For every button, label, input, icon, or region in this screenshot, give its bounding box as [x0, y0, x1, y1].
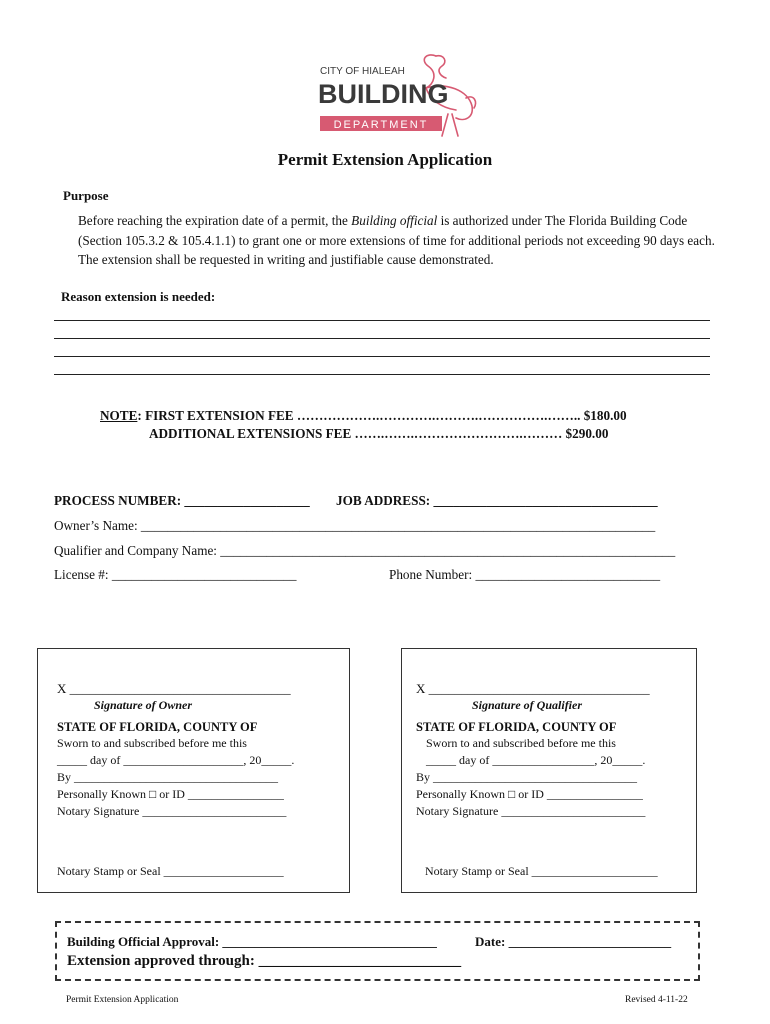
building-department-logo [318, 48, 483, 138]
owner-notary-signature[interactable]: Notary Signature ________________________ [57, 804, 287, 818]
fee-note-additional: ADDITIONAL EXTENSIONS FEE …….…….…………………….……… $290.00 [149, 426, 609, 441]
owner-known-line[interactable]: Personally Known □ or ID ________________ [57, 787, 284, 801]
qualifier-by-line[interactable]: By __________________________________ [416, 770, 638, 784]
logo-building-text: BUILDING [318, 79, 449, 109]
qualifier-notary-stamp[interactable]: Notary Stamp or Seal _____________________ [425, 864, 658, 878]
reason-line-2[interactable] [54, 338, 710, 339]
owner-state-heading: STATE OF FLORIDA, COUNTY OF [57, 720, 258, 734]
extension-approved-through-line[interactable]: Extension approved through: ___________________________ [67, 953, 462, 969]
purpose-text-italic: Building official [351, 213, 438, 228]
owner-sworn-text: Sworn to and subscribed before me this [57, 736, 247, 750]
purpose-text-end: is authorized under The Florida Building Code (Section 105.3.2 & 105.4.1.1) to grant one or more extensions of time for additional periods not exceeding 90 days each. The extension shall be requested in writing and justifiable cause demonstrated. [78, 213, 715, 267]
qualifier-notary-box [401, 648, 697, 893]
reason-line-3[interactable] [54, 356, 710, 357]
qualifier-day-line[interactable]: _____ day of _________________, 20_____. [426, 753, 646, 767]
reason-heading: Reason extension is needed: [61, 289, 216, 304]
qualifier-signature-line[interactable]: X __________________________________ [416, 681, 650, 696]
purpose-text-start: Before reaching the expiration date of a permit, the [78, 213, 352, 228]
reason-line-4[interactable] [54, 374, 710, 375]
official-approval-line[interactable]: Building Official Approval: _________________________________ [67, 934, 437, 949]
fee-note-first [100, 408, 627, 424]
phone-number-field[interactable]: Phone Number: ____________________________ [389, 567, 661, 582]
owner-notary-box [37, 648, 350, 893]
flamingo-icon [318, 48, 483, 138]
qualifier-notary-signature[interactable]: Notary Signature ________________________ [416, 804, 646, 818]
owner-signature-line[interactable]: X __________________________________ [57, 681, 291, 696]
qualifier-known-line[interactable]: Personally Known □ or ID ________________ [416, 787, 643, 801]
owner-name-field[interactable]: Owner’s Name: ______________________________________________________________________________ [54, 518, 656, 533]
approval-date-line[interactable]: Date: _________________________ [475, 934, 672, 949]
qualifier-signature-label: Signature of Qualifier [472, 698, 583, 712]
qualifier-state-heading: STATE OF FLORIDA, COUNTY OF [416, 720, 617, 734]
purpose-paragraph [78, 211, 728, 270]
qualifier-company-field[interactable]: Qualifier and Company Name: _____________________________________________________________________ [54, 543, 676, 558]
purpose-heading: Purpose [63, 188, 109, 203]
first-fee-text: : FIRST EXTENSION FEE ……………….………….……….…………….…….. $180.00 [137, 408, 627, 423]
process-number-field[interactable]: PROCESS NUMBER: ___________________ [54, 493, 310, 508]
official-approval-box [55, 921, 700, 981]
footer-document-name: Permit Extension Application [66, 995, 179, 1005]
job-address-field[interactable]: JOB ADDRESS: __________________________________ [336, 493, 658, 508]
reason-line-1[interactable] [54, 320, 710, 321]
owner-notary-stamp[interactable]: Notary Stamp or Seal ____________________ [57, 864, 284, 878]
license-field[interactable]: License #: ____________________________ [54, 567, 297, 582]
logo-department-text: DEPARTMENT [333, 119, 429, 131]
qualifier-sworn-text: Sworn to and subscribed before me this [426, 736, 616, 750]
footer-revision: Revised 4-11-22 [625, 995, 688, 1005]
logo-city-text: CITY OF HIALEAH [320, 66, 405, 77]
owner-signature-label: Signature of Owner [94, 698, 193, 712]
page-title: Permit Extension Application [277, 150, 493, 169]
owner-day-line[interactable]: _____ day of ____________________, 20_____. [57, 753, 295, 767]
owner-by-line[interactable]: By __________________________________ [57, 770, 279, 784]
note-label: NOTE [100, 408, 138, 423]
